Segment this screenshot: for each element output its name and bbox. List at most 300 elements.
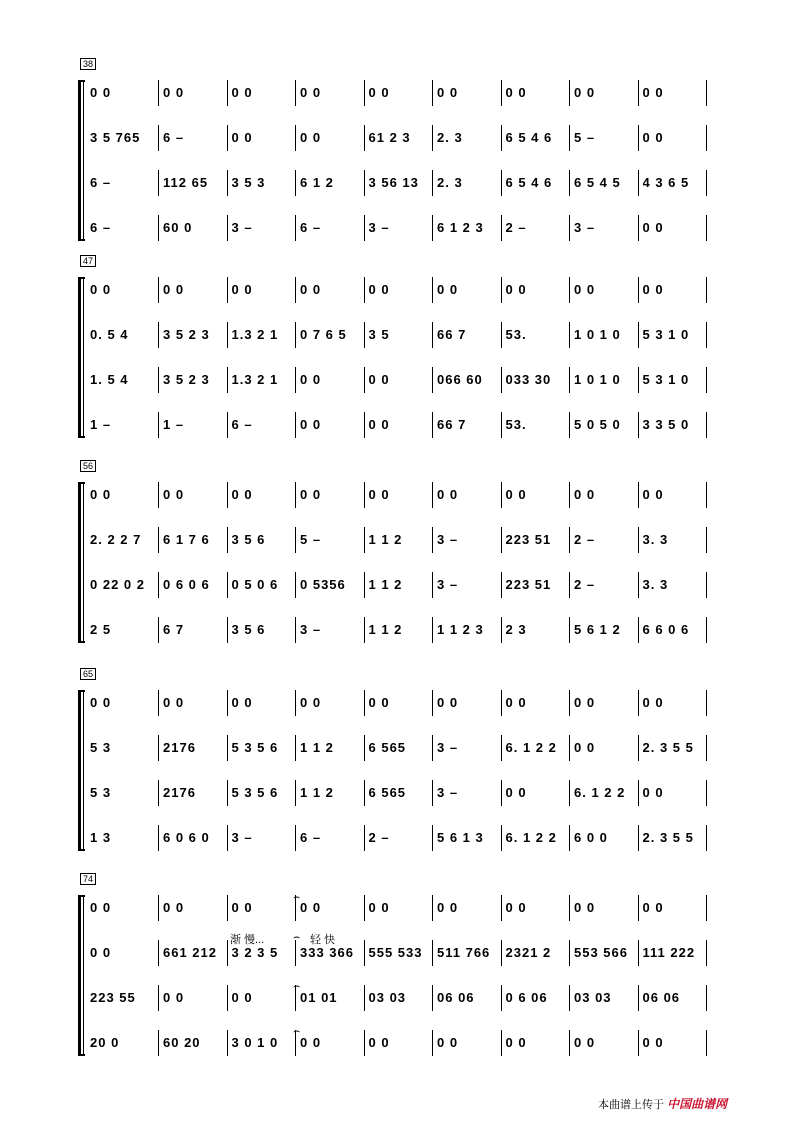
measure-notes: 1. 5 4	[90, 372, 129, 387]
barline	[158, 322, 159, 348]
measure-notes: 3 –	[300, 622, 322, 637]
barline	[638, 527, 639, 553]
barline	[295, 215, 296, 241]
measure-notes: 2. 3	[437, 130, 463, 145]
barline	[295, 277, 296, 303]
measure-notes: 66 7	[437, 417, 467, 432]
barline	[706, 215, 707, 241]
barline	[569, 780, 570, 806]
measure-notes: 0 0	[231, 900, 253, 915]
fermata-mark: ⌢	[293, 891, 301, 903]
barline	[501, 572, 502, 598]
measure-notes: 06 06	[642, 990, 681, 1005]
measure-notes: 03 03	[368, 990, 407, 1005]
measure-notes: 3 3 5 0	[642, 417, 690, 432]
measure-notes: 3 56 13	[368, 175, 419, 190]
measure-notes: 5 6 1 3	[437, 830, 484, 845]
barline	[569, 80, 570, 106]
barline	[364, 735, 365, 761]
barline	[432, 277, 433, 303]
barline	[364, 1030, 365, 1056]
system-line	[83, 80, 84, 241]
measure-notes: 5 0 5 0	[574, 417, 621, 432]
barline	[158, 170, 159, 196]
measure-notes: 112 65	[163, 175, 209, 190]
barline	[432, 617, 433, 643]
barline	[158, 825, 159, 851]
measure-notes: 60 20	[163, 1035, 201, 1050]
measure-notes: 0 0	[368, 695, 390, 710]
measure-notes: 0 0	[574, 695, 596, 710]
measure-notes: 1 1 2	[368, 532, 403, 547]
measure-notes: 01 01	[300, 990, 338, 1005]
barline	[706, 985, 707, 1011]
measure-notes: 0 0	[90, 695, 112, 710]
measure-notes: 6 –	[300, 220, 322, 235]
measure-notes: 5 3 5 6	[231, 740, 279, 755]
barline	[638, 617, 639, 643]
barline	[364, 125, 365, 151]
system-bracket	[78, 895, 81, 1056]
barline	[501, 367, 502, 393]
barline	[227, 80, 228, 106]
barline	[501, 125, 502, 151]
system-bracket	[78, 277, 81, 438]
measure-notes: 6 1 2 3	[437, 220, 484, 235]
measure-notes: 2. 3 5 5	[642, 830, 694, 845]
measure-notes: 0 0	[437, 695, 459, 710]
measure-notes: 3. 3	[642, 577, 669, 592]
measure-notes: 5 3 1 0	[642, 372, 690, 387]
measure-notes: 0 0	[368, 900, 390, 915]
measure-notes: 0 6 06	[505, 990, 548, 1005]
barline	[706, 825, 707, 851]
measure-notes: 2321 2	[505, 945, 552, 960]
barline	[364, 825, 365, 851]
measure-notes: 61 2 3	[368, 130, 411, 145]
barline	[638, 940, 639, 966]
measure-notes: 06 06	[437, 990, 475, 1005]
barline	[432, 322, 433, 348]
measure-notes: 0 0	[231, 487, 253, 502]
barline	[569, 1030, 570, 1056]
measure-notes: 0 0	[368, 487, 390, 502]
measure-notes: 3 5 6	[231, 622, 266, 637]
barline	[706, 322, 707, 348]
barline	[295, 412, 296, 438]
barline	[364, 985, 365, 1011]
measure-notes: 6 –	[163, 130, 185, 145]
barline	[706, 572, 707, 598]
barline	[227, 735, 228, 761]
measure-notes: 5 6 1 2	[574, 622, 621, 637]
barline	[227, 482, 228, 508]
measure-notes: 6 565	[368, 785, 407, 800]
measure-notes: 3 –	[574, 220, 596, 235]
measure-notes: 6 0 0	[574, 830, 608, 845]
measure-notes: 1 –	[90, 417, 112, 432]
barline	[364, 527, 365, 553]
barline	[501, 170, 502, 196]
barline	[569, 825, 570, 851]
measure-notes: 0 0	[642, 1035, 664, 1050]
barline	[432, 985, 433, 1011]
barline	[227, 125, 228, 151]
measure-notes: 661 212	[163, 945, 217, 960]
barline	[569, 367, 570, 393]
measure-notes: 553 566	[574, 945, 628, 960]
measure-notes: 0 0	[300, 85, 322, 100]
barline	[295, 125, 296, 151]
measure-notes: 6 7	[163, 622, 185, 637]
measure-notes: 0 0	[231, 695, 253, 710]
barline	[638, 215, 639, 241]
barline	[706, 527, 707, 553]
measure-notes: 0 0	[300, 1035, 322, 1050]
measure-notes: 0 0	[505, 1035, 527, 1050]
barline	[227, 825, 228, 851]
barline	[432, 572, 433, 598]
measure-notes: 1 1 2 3	[437, 622, 484, 637]
measure-notes: 6 0 6 0	[163, 830, 210, 845]
barline	[569, 322, 570, 348]
measure-notes: 3 –	[368, 220, 390, 235]
barline	[432, 482, 433, 508]
measure-notes: 5 –	[300, 532, 322, 547]
measure-notes: 511 766	[437, 945, 491, 960]
barline	[227, 572, 228, 598]
barline	[295, 170, 296, 196]
measure-notes: 0 0	[505, 85, 527, 100]
measure-notes: 0 0	[574, 740, 596, 755]
measure-notes: 0 0	[163, 900, 185, 915]
barline	[158, 1030, 159, 1056]
barline	[364, 780, 365, 806]
measure-notes: 03 03	[574, 990, 612, 1005]
measure-notes: 2 3	[505, 622, 527, 637]
barline	[706, 367, 707, 393]
measure-notes: 0 5356	[300, 577, 346, 592]
measure-notes: 0 0	[505, 282, 527, 297]
measure-notes: 111 222	[642, 945, 696, 960]
measure-notes: 3 5	[368, 327, 390, 342]
measure-notes: 1 3	[90, 830, 112, 845]
barline	[227, 277, 228, 303]
measure-number: 47	[80, 255, 96, 267]
measure-notes: 4 3 6 5	[642, 175, 690, 190]
barline	[295, 780, 296, 806]
measure-number: 56	[80, 460, 96, 472]
barline	[158, 940, 159, 966]
barline	[158, 125, 159, 151]
barline	[569, 617, 570, 643]
measure-number: 65	[80, 668, 96, 680]
measure-notes: 0 0	[163, 990, 185, 1005]
barline	[501, 940, 502, 966]
barline	[295, 617, 296, 643]
barline	[706, 780, 707, 806]
barline	[432, 940, 433, 966]
barline	[158, 985, 159, 1011]
measure-notes: 6 565	[368, 740, 407, 755]
system-line	[83, 482, 84, 643]
barline	[569, 277, 570, 303]
measure-notes: 6 –	[300, 830, 322, 845]
measure-notes: 1 0 1 0	[574, 372, 621, 387]
measure-notes: 555 533	[368, 945, 423, 960]
barline	[364, 690, 365, 716]
measure-notes: 0 0	[505, 785, 527, 800]
barline	[501, 1030, 502, 1056]
barline	[501, 735, 502, 761]
measure-notes: 3 –	[231, 830, 253, 845]
measure-notes: 1.3 2 1	[231, 327, 279, 342]
measure-notes: 0. 5 4	[90, 327, 129, 342]
measure-notes: 0 0	[300, 372, 322, 387]
measure-notes: 2 –	[505, 220, 527, 235]
barline	[638, 412, 639, 438]
measure-notes: 5 3	[90, 785, 112, 800]
barline	[295, 80, 296, 106]
measure-notes: 6 5 4 6	[505, 175, 553, 190]
measure-notes: 0 0	[368, 1035, 390, 1050]
measure-notes: 0 0	[231, 130, 253, 145]
measure-notes: 0 0	[642, 487, 664, 502]
footer-text: 本曲谱上传于	[598, 1099, 664, 1111]
measure-notes: 0 0	[574, 85, 596, 100]
barline	[501, 780, 502, 806]
measure-notes: 6 –	[90, 175, 112, 190]
measure-notes: 0 0	[505, 900, 527, 915]
barline	[432, 412, 433, 438]
barline	[158, 412, 159, 438]
barline	[501, 985, 502, 1011]
barline	[295, 572, 296, 598]
measure-notes: 0 0	[368, 372, 390, 387]
barline	[569, 985, 570, 1011]
system-line	[83, 690, 84, 851]
barline	[569, 690, 570, 716]
barline	[569, 482, 570, 508]
measure-notes: 20 0	[90, 1035, 120, 1050]
barline	[364, 322, 365, 348]
measure-notes: 2176	[163, 740, 196, 755]
barline	[227, 215, 228, 241]
barline	[364, 482, 365, 508]
barline	[227, 940, 228, 966]
measure-notes: 0 0	[90, 487, 112, 502]
measure-notes: 0 0	[90, 945, 112, 960]
barline	[432, 80, 433, 106]
barline	[706, 1030, 707, 1056]
measure-notes: 066 60	[437, 372, 483, 387]
measure-notes: 66 7	[437, 327, 467, 342]
measure-notes: 0 0	[437, 282, 459, 297]
measure-notes: 0 0	[574, 1035, 596, 1050]
barline	[158, 277, 159, 303]
measure-notes: 3 –	[437, 740, 459, 755]
measure-notes: 0 6 0 6	[163, 577, 210, 592]
barline	[432, 527, 433, 553]
barline	[227, 690, 228, 716]
measure-notes: 2176	[163, 785, 196, 800]
measure-notes: 3 5 2 3	[163, 372, 210, 387]
barline	[227, 780, 228, 806]
measure-number: 38	[80, 58, 96, 70]
barline	[501, 412, 502, 438]
measure-notes: 1 1 2	[300, 740, 334, 755]
barline	[569, 412, 570, 438]
measure-notes: 0 0	[163, 695, 185, 710]
barline	[227, 322, 228, 348]
measure-notes: 0 0	[574, 900, 596, 915]
barline	[364, 170, 365, 196]
barline	[295, 825, 296, 851]
barline	[706, 940, 707, 966]
barline	[158, 367, 159, 393]
measure-notes: 0 0	[300, 695, 322, 710]
barline	[569, 735, 570, 761]
measure-notes: 3. 3	[642, 532, 669, 547]
barline	[158, 482, 159, 508]
barline	[706, 80, 707, 106]
barline	[227, 985, 228, 1011]
measure-notes: 6 1 2	[300, 175, 334, 190]
barline	[364, 572, 365, 598]
measure-notes: 0 0	[368, 282, 390, 297]
measure-notes: 0 0	[642, 695, 664, 710]
measure-notes: 0 0	[90, 85, 112, 100]
measure-notes: 1 0 1 0	[574, 327, 621, 342]
barline	[501, 482, 502, 508]
barline	[432, 125, 433, 151]
measure-notes: 3 5 3	[231, 175, 266, 190]
measure-notes: 6 5 4 6	[505, 130, 553, 145]
footer	[598, 1095, 727, 1112]
barline	[706, 735, 707, 761]
barline	[501, 322, 502, 348]
barline	[227, 170, 228, 196]
measure-notes: 5 –	[574, 130, 596, 145]
measure-notes: 033 30	[505, 372, 552, 387]
barline	[638, 572, 639, 598]
measure-notes: 0 0	[231, 282, 253, 297]
measure-notes: 3 –	[437, 532, 459, 547]
measure-notes: 0 0	[642, 282, 664, 297]
measure-notes: 0 0	[300, 282, 322, 297]
measure-notes: 6 –	[90, 220, 112, 235]
measure-notes: 0 0	[642, 220, 664, 235]
barline	[432, 735, 433, 761]
barline	[158, 690, 159, 716]
barline	[364, 412, 365, 438]
barline	[569, 170, 570, 196]
measure-notes: 3 5 2 3	[163, 327, 210, 342]
tempo-marking: 轻 快	[310, 934, 336, 946]
barline	[364, 940, 365, 966]
barline	[364, 277, 365, 303]
measure-number: 74	[80, 873, 96, 885]
barline	[638, 482, 639, 508]
measure-notes: 5 3 1 0	[642, 327, 690, 342]
measure-notes: 0 0	[437, 900, 459, 915]
barline	[638, 780, 639, 806]
barline	[158, 215, 159, 241]
measure-notes: 60 0	[163, 220, 193, 235]
barline	[501, 825, 502, 851]
measure-notes: 0 7 6 5	[300, 327, 347, 342]
barline	[364, 215, 365, 241]
measure-notes: 2 5	[90, 622, 112, 637]
barline	[569, 572, 570, 598]
measure-notes: 2 –	[574, 577, 596, 592]
measure-notes: 0 0	[90, 900, 112, 915]
measure-notes: 0 0	[163, 85, 185, 100]
barline	[706, 125, 707, 151]
measure-notes: 0 0	[642, 85, 664, 100]
barline	[638, 322, 639, 348]
barline	[569, 527, 570, 553]
measure-notes: 1 1 2	[368, 577, 403, 592]
measure-notes: 0 0	[300, 130, 322, 145]
measure-notes: 2 –	[368, 830, 390, 845]
barline	[158, 527, 159, 553]
barline	[158, 572, 159, 598]
measure-notes: 223 51	[505, 577, 552, 592]
measure-notes: 0 0	[231, 85, 253, 100]
barline	[501, 895, 502, 921]
barline	[706, 412, 707, 438]
barline	[364, 80, 365, 106]
measure-notes: 2. 3	[437, 175, 463, 190]
measure-notes: 0 0	[574, 282, 596, 297]
barline	[432, 367, 433, 393]
barline	[432, 825, 433, 851]
measure-notes: 223 55	[90, 990, 136, 1005]
barline	[364, 617, 365, 643]
barline	[638, 895, 639, 921]
measure-notes: 0 0	[437, 1035, 459, 1050]
barline	[501, 80, 502, 106]
barline	[432, 170, 433, 196]
measure-notes: 53.	[505, 417, 527, 432]
measure-notes: 0 0	[505, 695, 527, 710]
measure-notes: 1 1 2	[300, 785, 334, 800]
fermata-mark: ⌢	[293, 980, 301, 992]
measure-notes: 6 –	[231, 417, 253, 432]
measure-notes: 0 0	[642, 900, 664, 915]
measure-notes: 6. 1 2 2	[505, 740, 557, 755]
barline	[638, 125, 639, 151]
barline	[227, 412, 228, 438]
measure-notes: 0 0	[300, 487, 322, 502]
barline	[569, 940, 570, 966]
measure-notes: 0 5 0 6	[231, 577, 279, 592]
measure-notes: 6 6 0 6	[642, 622, 690, 637]
measure-notes: 0 0	[368, 417, 390, 432]
measure-notes: 0 0	[90, 282, 112, 297]
measure-notes: 0 0	[163, 487, 185, 502]
barline	[638, 367, 639, 393]
measure-notes: 333 366	[300, 945, 354, 960]
barline	[706, 170, 707, 196]
barline	[569, 895, 570, 921]
barline	[638, 170, 639, 196]
system-line	[83, 895, 84, 1056]
barline	[638, 825, 639, 851]
barline	[295, 322, 296, 348]
site-logo: 中国曲谱网	[667, 1097, 728, 1111]
